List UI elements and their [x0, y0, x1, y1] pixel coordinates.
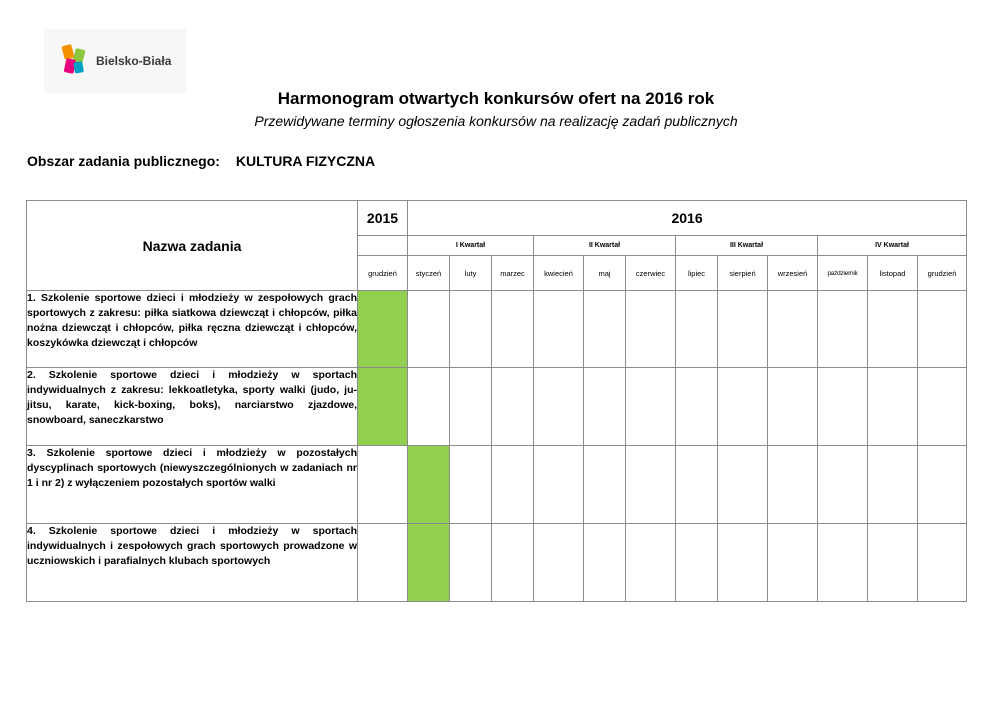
empty-cell	[818, 291, 868, 368]
empty-cell	[492, 524, 534, 602]
empty-cell	[868, 446, 918, 524]
table-row	[27, 524, 967, 602]
month-header: grudzień	[918, 256, 967, 291]
table-row	[27, 446, 967, 524]
quarter-empty-2015	[358, 236, 408, 256]
empty-cell	[358, 524, 408, 602]
empty-cell	[492, 446, 534, 524]
month-header: listopad	[868, 256, 918, 291]
empty-cell	[818, 446, 868, 524]
empty-cell	[676, 446, 718, 524]
empty-cell	[626, 368, 676, 446]
page-subtitle: Przewidywane terminy ogłoszenia konkursów na realizację zadań publicznych	[254, 113, 738, 129]
month-header: marzec	[492, 256, 534, 291]
table-row	[27, 291, 967, 368]
year-2016-header: 2016	[408, 201, 967, 236]
month-header: wrzesień	[768, 256, 818, 291]
empty-cell	[584, 446, 626, 524]
empty-cell	[450, 368, 492, 446]
highlight-cell	[408, 524, 450, 602]
empty-cell	[676, 524, 718, 602]
empty-cell	[768, 524, 818, 602]
month-header: kwiecień	[534, 256, 584, 291]
empty-cell	[492, 368, 534, 446]
empty-cell	[626, 291, 676, 368]
month-header: październik	[818, 256, 868, 291]
month-header: lipiec	[676, 256, 718, 291]
year-2015-header: 2015	[358, 201, 408, 236]
page-title: Harmonogram otwartych konkursów ofert na 2016 rok	[277, 89, 715, 108]
empty-cell	[768, 291, 818, 368]
empty-cell	[450, 524, 492, 602]
area-value: KULTURA FIZYCZNA	[235, 153, 376, 169]
highlight-cell	[358, 368, 408, 446]
month-header: czerwiec	[626, 256, 676, 291]
logo	[44, 29, 186, 93]
empty-cell	[918, 291, 967, 368]
quarter-header: II Kwartał	[534, 236, 676, 256]
empty-cell	[584, 524, 626, 602]
logo-text: Bielsko-Biała	[96, 54, 172, 68]
name-column-header: Nazwa zadania	[27, 201, 358, 291]
empty-cell	[918, 446, 967, 524]
empty-cell	[676, 291, 718, 368]
empty-cell	[492, 291, 534, 368]
empty-cell	[718, 291, 768, 368]
empty-cell	[918, 368, 967, 446]
empty-cell	[718, 368, 768, 446]
quarter-header: IV Kwartał	[818, 236, 967, 256]
empty-cell	[626, 524, 676, 602]
task-name: 4. Szkolenie sportowe dzieci i młodzieży w sportach indywidualnych i zespołowych grach sportowych prowadzone w uczniowskich i parafialnych klubach sportowych	[27, 524, 358, 602]
empty-cell	[868, 291, 918, 368]
empty-cell	[818, 368, 868, 446]
month-header: sierpień	[718, 256, 768, 291]
task-name: 3. Szkolenie sportowe dzieci i młodzieży w pozostałych dyscyplinach sportowych (niewyszczególnionych w zadaniach nr 1 i nr 2) z wyłączeniem pozostałych sportów walki	[27, 446, 358, 524]
empty-cell	[408, 368, 450, 446]
empty-cell	[450, 446, 492, 524]
empty-cell	[358, 446, 408, 524]
empty-cell	[768, 368, 818, 446]
month-header: maj	[584, 256, 626, 291]
month-header: grudzień	[358, 256, 408, 291]
empty-cell	[676, 368, 718, 446]
empty-cell	[534, 291, 584, 368]
empty-cell	[818, 524, 868, 602]
empty-cell	[534, 368, 584, 446]
highlight-cell	[358, 291, 408, 368]
highlight-cell	[408, 446, 450, 524]
area-line	[27, 153, 375, 169]
empty-cell	[584, 291, 626, 368]
empty-cell	[450, 291, 492, 368]
empty-cell	[626, 446, 676, 524]
empty-cell	[534, 524, 584, 602]
schedule-table	[26, 200, 967, 602]
empty-cell	[584, 368, 626, 446]
area-label: Obszar zadania publicznego:	[27, 153, 220, 169]
task-name: 1. Szkolenie sportowe dzieci i młodzieży w zespołowych grach sportowych z zakresu: piłka siatkowa dziewcząt i chłopców, piłka nożna dziewcząt i chłopców, piłka ręczna dziewcząt i chłopców, koszykówka dziewcząt i chłopców	[27, 291, 358, 368]
empty-cell	[868, 368, 918, 446]
empty-cell	[768, 446, 818, 524]
empty-cell	[868, 524, 918, 602]
quarter-header: I Kwartał	[408, 236, 534, 256]
month-header: luty	[450, 256, 492, 291]
table-row	[27, 368, 967, 446]
quarter-header: III Kwartał	[676, 236, 818, 256]
empty-cell	[918, 524, 967, 602]
city-logo-icon	[60, 43, 88, 75]
empty-cell	[718, 446, 768, 524]
month-header: styczeń	[408, 256, 450, 291]
empty-cell	[718, 524, 768, 602]
empty-cell	[534, 446, 584, 524]
empty-cell	[408, 291, 450, 368]
task-name: 2. Szkolenie sportowe dzieci i młodzieży w sportach indywidualnych z zakresu: lekkoatletyka, sporty walki (judo, ju-jitsu, karate, kick-boxing, boks), narciarstwo zjazdowe, snowboard, saneczkarstwo	[27, 368, 358, 446]
